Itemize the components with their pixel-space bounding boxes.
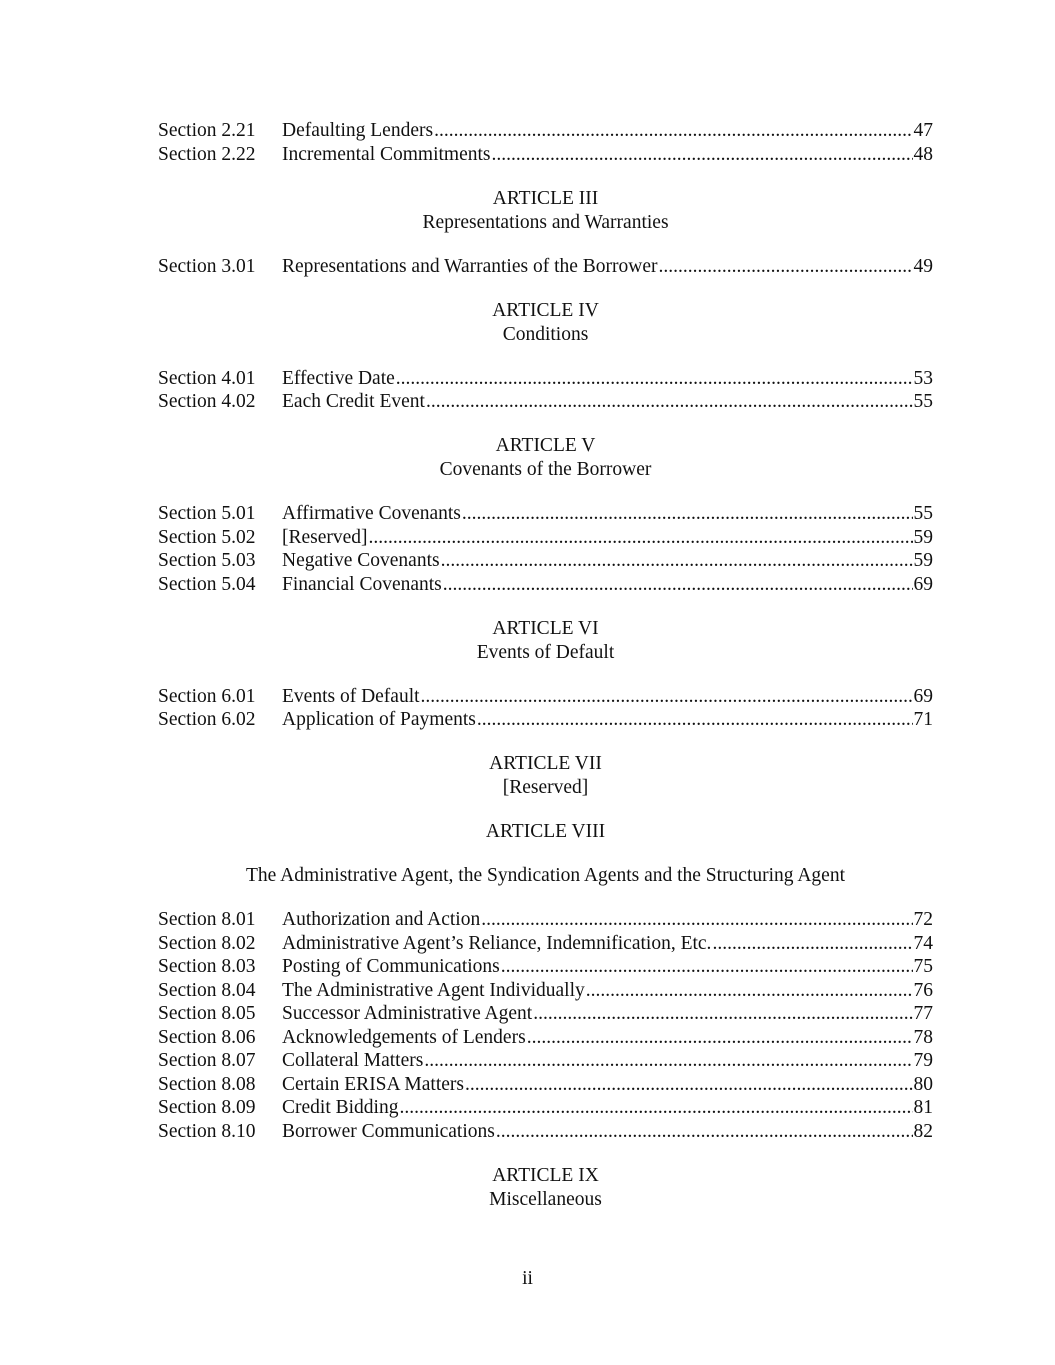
article-heading	[158, 187, 933, 235]
section-number: Section 8.09	[158, 1097, 256, 1118]
article-number: ARTICLE IX	[492, 1164, 599, 1186]
article-title: [Reserved]	[502, 777, 589, 798]
section-number: Section 2.22	[158, 143, 256, 165]
section-number: Section 5.02	[158, 526, 256, 548]
section-number: Section 8.07	[158, 1050, 256, 1071]
page-reference: 69	[913, 573, 933, 595]
section-title: Each Credit Event	[282, 391, 425, 412]
page-number-footer: ii	[522, 1268, 533, 1289]
section-group	[158, 367, 933, 414]
dot-leader	[465, 1073, 913, 1097]
toc-entry	[158, 255, 933, 279]
dot-leader	[441, 549, 913, 573]
toc-entry	[158, 708, 933, 732]
heading-gap	[158, 844, 933, 864]
dot-leader	[501, 955, 913, 979]
dot-leader	[424, 1049, 912, 1073]
article-heading	[158, 617, 933, 665]
block-gap	[158, 347, 933, 367]
toc-entry	[158, 119, 933, 143]
dot-leader	[421, 685, 913, 709]
section-title: Administrative Agent’s Reliance, Indemnification, Etc.	[282, 932, 712, 954]
dot-leader	[527, 1026, 913, 1050]
section-group	[158, 119, 933, 166]
section-number: Section 6.01	[158, 685, 256, 707]
section-number: Section 6.02	[158, 709, 256, 730]
section-number: Section 5.04	[158, 573, 256, 595]
section-title: Application of Payments	[282, 709, 476, 730]
section-title: Financial Covenants	[282, 573, 442, 595]
dot-leader	[399, 1096, 912, 1120]
section-number: Section 8.08	[158, 1073, 256, 1095]
article-heading	[158, 434, 933, 482]
section-title: Representations and Warranties of the Borrower	[282, 255, 658, 277]
article-title: The Administrative Agent, the Syndication Agents and the Structuring Agent	[246, 865, 845, 886]
toc-entry	[158, 1049, 933, 1073]
dot-leader	[492, 143, 913, 167]
section-title: Affirmative Covenants	[282, 503, 461, 524]
dot-leader	[426, 390, 913, 414]
section-group	[158, 685, 933, 732]
page-reference: 71	[913, 709, 933, 730]
page-reference: 76	[913, 979, 933, 1001]
toc-entry	[158, 1073, 933, 1097]
block-gap	[158, 732, 933, 753]
dot-leader	[443, 573, 913, 597]
section-title: Certain ERISA Matters	[282, 1073, 464, 1095]
section-title: Events of Default	[282, 685, 420, 707]
page-reference: 78	[913, 1026, 933, 1048]
dot-leader	[533, 1002, 912, 1026]
dot-leader	[712, 932, 912, 956]
section-number: Section 8.06	[158, 1026, 256, 1048]
article-heading	[158, 1164, 933, 1212]
page-reference: 69	[913, 685, 933, 707]
toc-entry	[158, 1096, 933, 1120]
section-title: Effective Date	[282, 367, 395, 389]
section-number: Section 8.04	[158, 979, 256, 1001]
page-reference: 77	[913, 1003, 933, 1024]
section-group	[158, 908, 933, 1143]
section-number: Section 8.03	[158, 956, 256, 977]
section-title: The Administrative Agent Individually	[282, 979, 585, 1001]
dot-leader	[462, 502, 913, 526]
block-gap	[158, 278, 933, 299]
dot-leader	[496, 1120, 913, 1144]
article-title: Events of Default	[476, 641, 615, 663]
article-number: ARTICLE VI	[492, 617, 599, 639]
section-title: Incremental Commitments	[282, 143, 491, 165]
block-gap	[158, 1143, 933, 1164]
page-reference: 47	[913, 120, 933, 141]
block-gap	[158, 665, 933, 685]
section-title: Acknowledgements of Lenders	[282, 1026, 526, 1048]
page-reference: 74	[913, 932, 933, 954]
toc-entry	[158, 908, 933, 932]
block-gap	[158, 166, 933, 187]
article-number: ARTICLE VIII	[485, 821, 606, 842]
section-title: Successor Administrative Agent	[282, 1003, 533, 1024]
page-reference: 48	[913, 143, 933, 165]
toc-entry	[158, 685, 933, 709]
block-gap	[158, 482, 933, 502]
section-number: Section 8.10	[158, 1120, 256, 1142]
table-of-contents	[158, 119, 933, 1212]
block-gap	[158, 235, 933, 255]
page-reference: 72	[913, 909, 933, 930]
toc-entry	[158, 979, 933, 1003]
page-reference: 82	[913, 1120, 933, 1142]
block-gap	[158, 800, 933, 820]
article-title: Conditions	[502, 323, 589, 345]
toc-entry	[158, 502, 933, 526]
page-reference: 59	[913, 526, 933, 548]
dot-leader	[586, 979, 913, 1003]
article-number: ARTICLE III	[492, 187, 599, 209]
page-reference: 80	[913, 1073, 933, 1095]
toc-entry	[158, 549, 933, 573]
article-number: ARTICLE IV	[492, 299, 599, 321]
toc-entry	[158, 573, 933, 597]
toc-entry	[158, 143, 933, 167]
toc-entry	[158, 1120, 933, 1144]
toc-entry	[158, 367, 933, 391]
dot-leader	[659, 255, 913, 279]
section-title: [Reserved]	[282, 526, 368, 548]
toc-entry	[158, 526, 933, 550]
section-number: Section 5.01	[158, 503, 256, 524]
dot-leader	[477, 708, 913, 732]
section-title: Borrower Communications	[282, 1120, 495, 1142]
page-reference: 81	[913, 1097, 933, 1118]
section-number: Section 8.01	[158, 909, 256, 930]
section-number: Section 5.03	[158, 550, 256, 571]
toc-entry	[158, 390, 933, 414]
toc-entry	[158, 932, 933, 956]
section-number: Section 3.01	[158, 255, 256, 277]
section-number: Section 8.02	[158, 932, 256, 954]
article-heading	[158, 299, 933, 347]
block-gap	[158, 888, 933, 908]
page-reference: 75	[913, 956, 933, 977]
section-title: Posting of Communications	[282, 956, 500, 977]
section-title: Defaulting Lenders	[282, 120, 434, 141]
dot-leader	[434, 119, 912, 143]
toc-entry	[158, 955, 933, 979]
block-gap	[158, 596, 933, 617]
section-title: Credit Bidding	[282, 1097, 399, 1118]
section-number: Section 8.05	[158, 1003, 256, 1024]
section-title: Negative Covenants	[282, 550, 440, 571]
page-reference: 79	[913, 1050, 933, 1071]
section-title: Authorization and Action	[282, 909, 481, 930]
dot-leader	[396, 367, 913, 391]
page-reference: 55	[913, 503, 933, 524]
section-group	[158, 502, 933, 596]
block-gap	[158, 414, 933, 435]
toc-entry	[158, 1002, 933, 1026]
page-reference: 59	[913, 550, 933, 571]
dot-leader	[369, 526, 913, 550]
toc-entry	[158, 1026, 933, 1050]
section-group	[158, 255, 933, 279]
page-reference: 53	[913, 367, 933, 389]
article-heading	[158, 820, 933, 888]
article-title: Representations and Warranties	[422, 211, 669, 233]
article-number: ARTICLE V	[495, 435, 596, 456]
page-reference: 49	[913, 255, 933, 277]
section-number: Section 2.21	[158, 120, 256, 141]
article-number: ARTICLE VII	[489, 753, 602, 774]
dot-leader	[481, 908, 912, 932]
section-title: Collateral Matters	[282, 1050, 424, 1071]
article-heading	[158, 752, 933, 800]
article-title: Miscellaneous	[489, 1188, 602, 1210]
article-title: Covenants of the Borrower	[439, 459, 652, 480]
section-number: Section 4.01	[158, 367, 256, 389]
section-number: Section 4.02	[158, 391, 256, 412]
page-reference: 55	[913, 391, 933, 412]
